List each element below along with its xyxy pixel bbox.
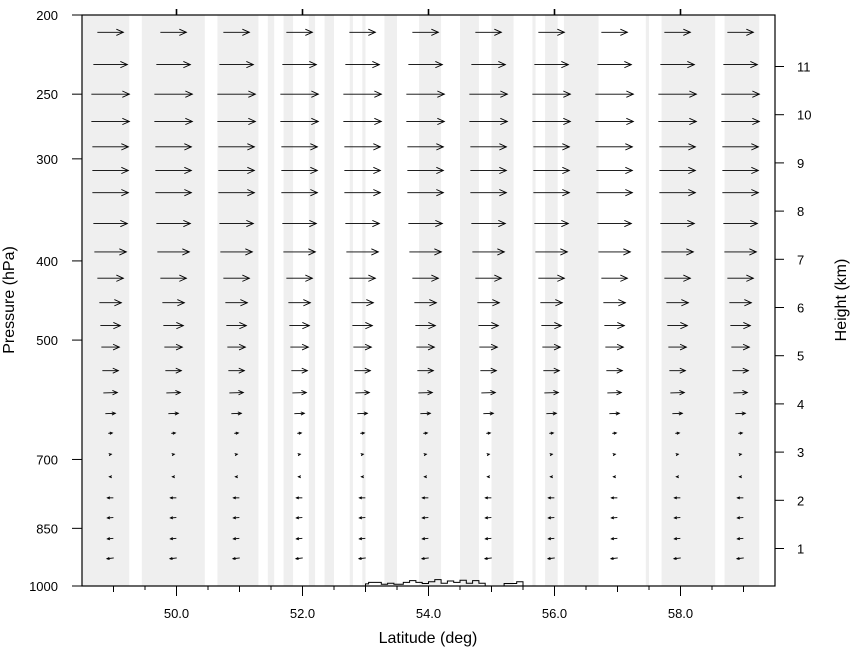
y2-tick-label: 10 [797, 107, 812, 123]
wind-vector [296, 497, 302, 499]
wind-vector [611, 517, 617, 519]
wind-vector [609, 412, 619, 415]
wind-vector [612, 432, 616, 434]
wind-vector [603, 300, 625, 306]
y2-tick-label: 6 [797, 300, 805, 316]
shaded-band [362, 15, 365, 586]
wind-vector [597, 220, 631, 226]
wind-vector [613, 454, 616, 456]
y-tick-label: 700 [36, 452, 58, 468]
x-tick-label: 56.0 [541, 606, 568, 621]
shaded-band [325, 15, 334, 586]
wind-vector [475, 29, 501, 35]
y-tick-label: 850 [36, 521, 58, 537]
shaded-band [284, 15, 293, 586]
wind-vector [475, 275, 501, 281]
shaded-band [268, 15, 274, 586]
shaded-band [532, 15, 535, 586]
y2-tick-label: 2 [797, 493, 805, 509]
wind-vector [292, 390, 306, 394]
wind-vector [596, 190, 632, 196]
shaded-band [564, 15, 599, 586]
wind-vector [595, 118, 633, 124]
y2-tick-label: 1 [797, 541, 805, 557]
shaded-band [460, 15, 479, 586]
y-tick-label: 1000 [29, 579, 58, 594]
y2-tick-label: 9 [797, 155, 805, 171]
wind-vector [596, 144, 632, 150]
shaded-band [646, 15, 649, 586]
shaded-band [309, 15, 315, 586]
vector-head [613, 454, 616, 456]
wind-vector [597, 61, 631, 67]
wind-vector [296, 538, 302, 540]
y2-tick-label: 11 [797, 59, 811, 75]
shaded-band [419, 15, 441, 586]
wind-vector [298, 476, 301, 478]
shaded-band [384, 15, 397, 586]
vector-head [487, 454, 490, 456]
shaded-band [350, 15, 353, 586]
wind-vector [291, 368, 307, 373]
shaded-band [82, 15, 129, 586]
wind-vector [486, 432, 490, 434]
y-axis-title: Pressure (hPa) [1, 246, 18, 354]
y-tick-label: 200 [36, 8, 58, 23]
y2-tick-label: 3 [797, 445, 805, 461]
shaded-bands [82, 15, 759, 586]
wind-vector [611, 497, 617, 499]
wind-vector [296, 517, 302, 519]
shaded-band [142, 15, 205, 586]
wind-vector [485, 517, 491, 519]
y-axis-left [29, 8, 82, 594]
wind-vector [611, 538, 617, 540]
wind-vector [485, 538, 491, 540]
wind-vector [596, 167, 632, 173]
wind-vector [613, 476, 616, 478]
wind-vector [485, 497, 491, 499]
wind-vector [604, 322, 624, 328]
wind-vector [611, 557, 618, 559]
x-tick-label: 58.0 [667, 606, 694, 621]
wind-vector [606, 368, 622, 373]
y-axis-right [775, 60, 811, 557]
wind-vector [601, 275, 627, 281]
x-tick-label: 50.0 [163, 606, 190, 621]
wind-vector [487, 476, 490, 478]
y2-tick-label: 5 [797, 348, 805, 364]
y2-axis-title: Height (km) [833, 258, 850, 342]
y-tick-label: 400 [36, 253, 58, 269]
y-tick-label: 300 [36, 151, 58, 167]
shaded-band [217, 15, 258, 586]
y2-tick-label: 7 [797, 252, 805, 268]
wind-vector [485, 557, 492, 559]
wind-vector [483, 412, 493, 415]
wind-vector [598, 249, 630, 255]
shaded-band [545, 15, 558, 586]
x-axis-title: Latitude (deg) [378, 630, 478, 647]
x-tick-label: 54.0 [415, 606, 442, 621]
wind-vector [297, 432, 301, 434]
wind-vector [595, 91, 633, 97]
wind-vector [296, 557, 303, 559]
wind-vector [298, 454, 301, 456]
x-tick-label: 52.0 [289, 606, 316, 621]
wind-vector [607, 390, 621, 394]
wind-vector [294, 412, 304, 415]
y2-tick-label: 4 [797, 396, 805, 412]
shaded-band [662, 15, 716, 586]
wind-vector [605, 344, 623, 350]
y-tick-label: 250 [36, 87, 58, 103]
vector-head [298, 454, 301, 456]
wind-vector [487, 454, 490, 456]
wind-vector [601, 29, 627, 35]
shaded-band [725, 15, 760, 586]
y2-tick-label: 8 [797, 204, 805, 220]
y-tick-label: 500 [36, 333, 58, 349]
